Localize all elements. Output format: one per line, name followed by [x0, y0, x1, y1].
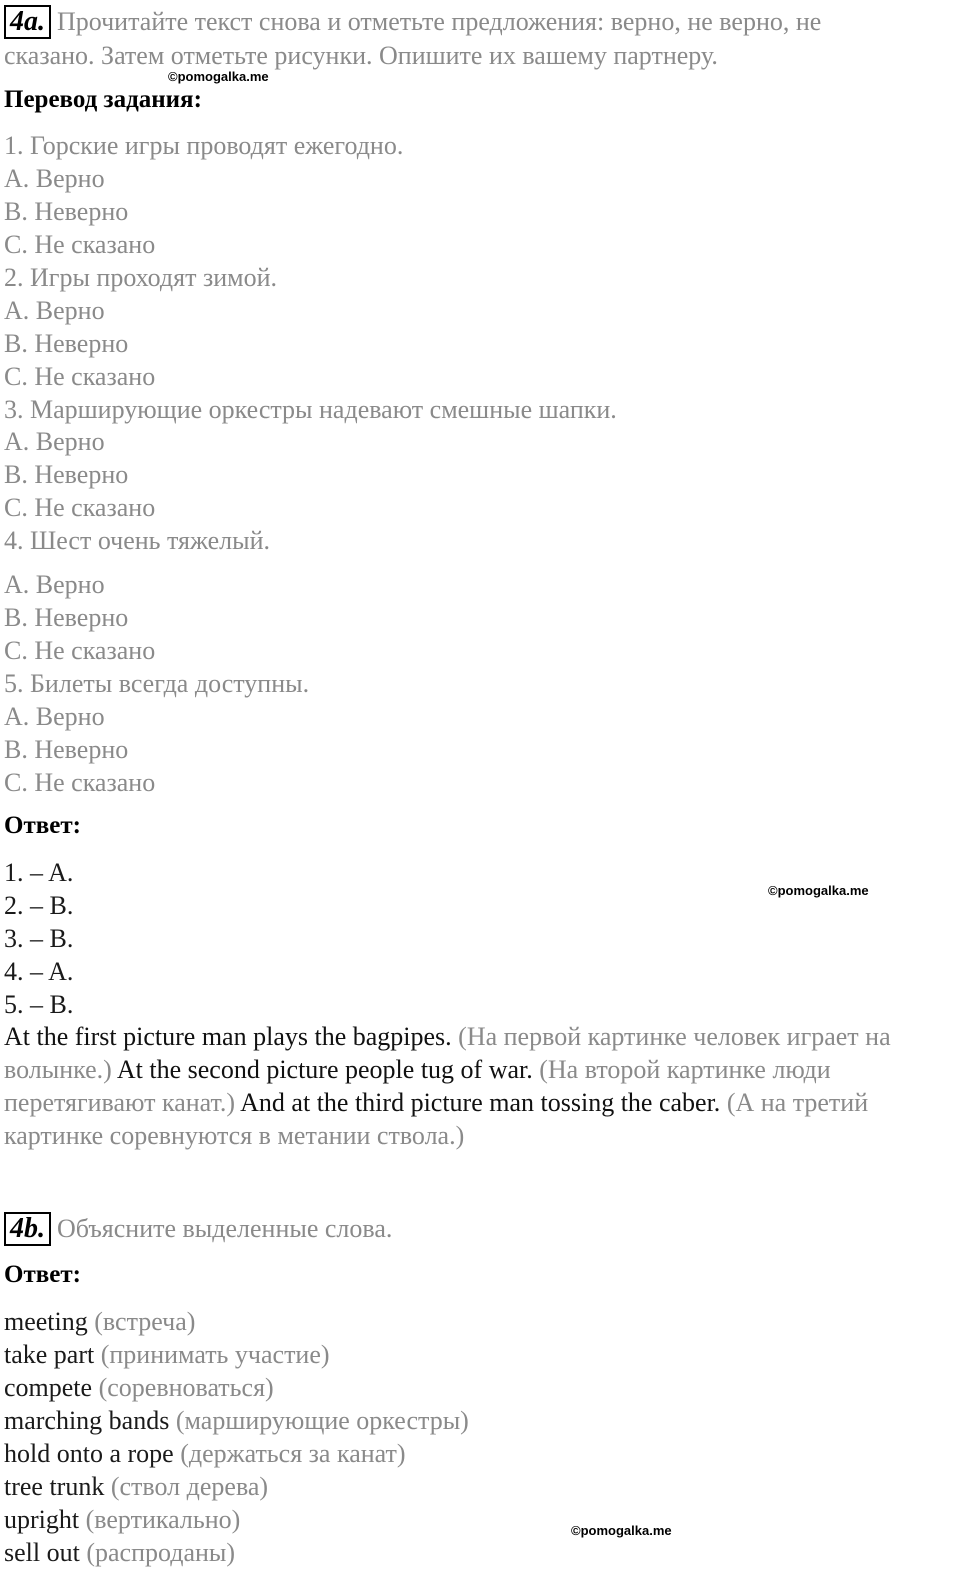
answer-2: 2. – B. — [4, 891, 74, 920]
option-4c: C. Не сказано — [4, 636, 156, 665]
answer-heading-4a: Ответ: — [4, 812, 81, 839]
description-en-1: At the first picture man plays the bagpipes. — [4, 1022, 452, 1051]
answer-1: 1. – A. — [4, 858, 74, 887]
task-4a-instruction-line1: Прочитайте текст снова и отметьте предложения: верно, не верно, не — [57, 7, 822, 36]
option-3c: C. Не сказано — [4, 493, 156, 522]
word-en: tree trunk — [4, 1472, 105, 1501]
option-3b: B. Неверно — [4, 460, 129, 489]
question-1: 1. Горские игры проводят ежегодно. — [4, 131, 404, 160]
word-en: upright — [4, 1505, 80, 1534]
question-5: 5. Билеты всегда доступны. — [4, 669, 310, 698]
word-item — [4, 1503, 240, 1536]
option-5b: B. Неверно — [4, 735, 129, 764]
word-ru: (принимать участие) — [94, 1340, 330, 1369]
answer-4: 4. – A. — [4, 957, 74, 986]
word-en: compete — [4, 1373, 93, 1402]
description-ru-1: (На первой картинке человек играет на волынке.) — [4, 1022, 891, 1084]
question-2: 2. Игры проходят зимой. — [4, 263, 278, 292]
option-2a: A. Верно — [4, 296, 105, 325]
answer-3: 3. – B. — [4, 924, 74, 953]
word-ru: (вертикально) — [79, 1505, 241, 1534]
word-en: take part — [4, 1340, 95, 1369]
description-ru-3: (А на третий картинке соревнуются в метании ствола.) — [4, 1088, 869, 1150]
word-en: meeting — [4, 1307, 88, 1336]
option-5c: C. Не сказано — [4, 768, 156, 797]
task-4b-instruction: Объясните выделенные слова. — [57, 1214, 393, 1243]
word-ru: (встреча) — [87, 1307, 196, 1336]
option-1c: C. Не сказано — [4, 230, 156, 259]
option-4a: A. Верно — [4, 570, 105, 599]
translation-heading: Перевод задания: — [4, 86, 202, 113]
word-en: marching bands — [4, 1406, 170, 1435]
word-ru: (марширующие оркестры) — [169, 1406, 469, 1435]
word-item — [4, 1338, 330, 1371]
word-ru: (ствол дерева) — [104, 1472, 269, 1501]
word-en: hold onto a rope — [4, 1439, 174, 1468]
watermark: ©pomogalka.me — [168, 69, 269, 84]
option-3a: A. Верно — [4, 427, 105, 456]
watermark: ©pomogalka.me — [571, 1523, 672, 1538]
picture-description — [4, 1020, 954, 1152]
word-item — [4, 1371, 274, 1404]
watermark: ©pomogalka.me — [768, 883, 869, 898]
answer-heading-4b: Ответ: — [4, 1261, 81, 1288]
description-ru-2: (На второй картинке люди перетягивают канат.) — [4, 1055, 831, 1117]
task-4b-header — [4, 1212, 392, 1246]
task-4a-header — [4, 5, 821, 39]
word-ru: (держаться за канат) — [173, 1439, 406, 1468]
task-4a-instruction-line2: сказано. Затем отметьте рисунки. Опишите их вашему партнеру. — [4, 41, 718, 70]
task-4a-label: 4a. — [4, 5, 51, 39]
word-ru: (соревноваться) — [92, 1373, 274, 1402]
word-item — [4, 1470, 268, 1503]
word-item — [4, 1305, 195, 1338]
description-en-2: At the second picture people tug of war. — [111, 1055, 533, 1084]
answer-5: 5. – B. — [4, 990, 74, 1019]
option-1a: A. Верно — [4, 164, 105, 193]
option-4b: B. Неверно — [4, 603, 129, 632]
option-2c: C. Не сказано — [4, 362, 156, 391]
word-item — [4, 1404, 469, 1437]
word-ru: (распроданы) — [79, 1538, 236, 1567]
option-2b: B. Неверно — [4, 329, 129, 358]
question-4: 4. Шест очень тяжелый. — [4, 526, 271, 555]
question-3: 3. Марширующие оркестры надевают смешные шапки. — [4, 395, 617, 424]
word-item — [4, 1437, 406, 1470]
description-en-3: And at the third picture man tossing the caber. — [235, 1088, 721, 1117]
task-4b-label: 4b. — [4, 1212, 51, 1246]
option-1b: B. Неверно — [4, 197, 129, 226]
word-item — [4, 1536, 235, 1569]
option-5a: A. Верно — [4, 702, 105, 731]
word-en: sell out — [4, 1538, 80, 1567]
